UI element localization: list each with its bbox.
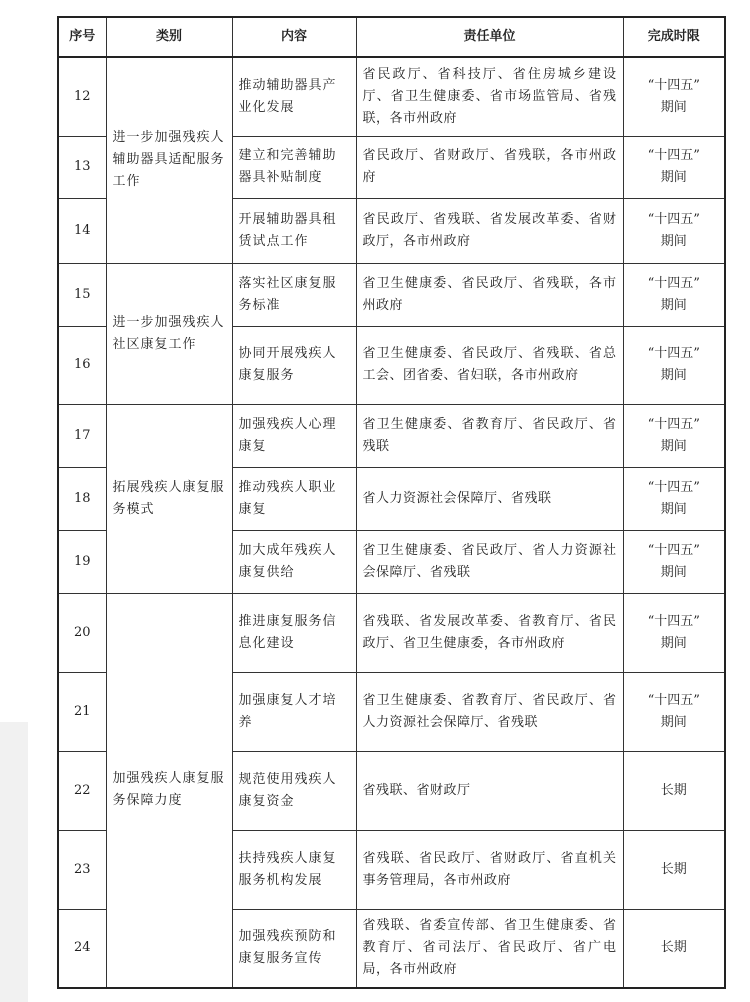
deadline-line-2: 期间 bbox=[660, 501, 687, 517]
deadline-cell bbox=[623, 467, 725, 530]
deadline-line-1: “十四五” bbox=[647, 416, 700, 432]
deadline-cell bbox=[623, 593, 725, 672]
deadline-line-2: 期间 bbox=[660, 368, 687, 383]
row-number: 23 bbox=[58, 830, 106, 909]
deadline-cell bbox=[623, 136, 725, 198]
content-cell: 规范使用残疾人康复资金 bbox=[232, 751, 356, 830]
row-number: 22 bbox=[58, 751, 106, 830]
table-row bbox=[58, 404, 725, 467]
deadline-cell bbox=[623, 326, 725, 404]
content-cell: 加强残疾预防和康复服务宣传 bbox=[232, 909, 356, 988]
deadline-line-1: “十四五” bbox=[647, 542, 700, 558]
deadline-line-1: “十四五” bbox=[647, 613, 700, 629]
unit-cell: 省卫生健康委、省民政厅、省残联，各市州政府 bbox=[356, 263, 623, 326]
deadline-line-2: 期间 bbox=[660, 99, 687, 115]
unit-cell: 省卫生健康委、省教育厅、省民政厅、省人力资源社会保障厅、省残联 bbox=[356, 672, 623, 751]
deadline-line-2: 期间 bbox=[660, 635, 687, 651]
row-number: 14 bbox=[58, 198, 106, 263]
deadline-line-2: 期间 bbox=[660, 564, 687, 580]
row-number: 24 bbox=[58, 909, 106, 988]
deadline-cell bbox=[623, 530, 725, 593]
deadline-cell bbox=[623, 751, 725, 830]
deadline-line-1: “十四五” bbox=[647, 148, 700, 163]
unit-cell: 省民政厅、省财政厅、省残联，各市州政府 bbox=[356, 136, 623, 198]
unit-cell: 省民政厅、省残联、省发展改革委、省财政厅，各市州政府 bbox=[356, 198, 623, 263]
row-number: 20 bbox=[58, 593, 106, 672]
unit-cell: 省卫生健康委、省民政厅、省残联、省总工会、团省委、省妇联，各市州政府 bbox=[356, 326, 623, 404]
row-number: 15 bbox=[58, 263, 106, 326]
deadline-line-1: 长期 bbox=[660, 861, 687, 877]
deadline-cell bbox=[623, 263, 725, 326]
header-unit: 责任单位 bbox=[356, 17, 623, 57]
deadline-line-1: “十四五” bbox=[647, 211, 700, 227]
deadline-line-2: 期间 bbox=[660, 714, 687, 730]
deadline-line-1: “十四五” bbox=[647, 479, 700, 495]
content-cell: 协同开展残疾人康复服务 bbox=[232, 326, 356, 404]
deadline-cell bbox=[623, 909, 725, 988]
content-cell: 推动残疾人职业康复 bbox=[232, 467, 356, 530]
deadline-cell bbox=[623, 830, 725, 909]
unit-cell: 省民政厅、省科技厅、省住房城乡建设厅、省卫生健康委、省市场监管局、省残联，各市州政府 bbox=[356, 57, 623, 136]
unit-cell: 省残联、省发展改革委、省教育厅、省民政厅、省卫生健康委，各市州政府 bbox=[356, 593, 623, 672]
category-cell: 拓展残疾人康复服务模式 bbox=[106, 404, 232, 593]
header-row bbox=[58, 17, 725, 57]
unit-cell: 省残联、省委宣传部、省卫生健康委、省教育厅、省司法厅、省民政厅、省广电局，各市州政府 bbox=[356, 909, 623, 988]
header-content: 内容 bbox=[232, 17, 356, 57]
deadline-cell bbox=[623, 672, 725, 751]
content-cell: 加强康复人才培养 bbox=[232, 672, 356, 751]
category-cell: 进一步加强残疾人社区康复工作 bbox=[106, 263, 232, 404]
deadline-cell bbox=[623, 57, 725, 136]
content-cell: 推进康复服务信息化建设 bbox=[232, 593, 356, 672]
row-number: 13 bbox=[58, 136, 106, 198]
unit-cell: 省卫生健康委、省教育厅、省民政厅、省残联 bbox=[356, 404, 623, 467]
deadline-line-1: “十四五” bbox=[647, 346, 700, 361]
row-number: 19 bbox=[58, 530, 106, 593]
content-cell: 加强残疾人心理康复 bbox=[232, 404, 356, 467]
header-category: 类别 bbox=[106, 17, 232, 57]
deadline-line-1: 长期 bbox=[660, 940, 687, 956]
content-cell: 建立和完善辅助器具补贴制度 bbox=[232, 136, 356, 198]
content-cell: 推动辅助器具产业化发展 bbox=[232, 57, 356, 136]
deadline-line-1: 长期 bbox=[660, 782, 687, 798]
row-number: 16 bbox=[58, 326, 106, 404]
unit-cell: 省残联、省民政厅、省财政厅、省直机关事务管理局，各市州政府 bbox=[356, 830, 623, 909]
content-cell: 扶持残疾人康复服务机构发展 bbox=[232, 830, 356, 909]
content-cell: 开展辅助器具租赁试点工作 bbox=[232, 198, 356, 263]
deadline-line-1: “十四五” bbox=[647, 275, 700, 291]
header-deadline: 完成时限 bbox=[623, 17, 725, 57]
deadline-line-1: “十四五” bbox=[647, 692, 700, 708]
page-edge-shadow bbox=[0, 722, 28, 1002]
header-no: 序号 bbox=[58, 17, 106, 57]
content-cell: 落实社区康复服务标准 bbox=[232, 263, 356, 326]
deadline-line-2: 期间 bbox=[660, 233, 687, 249]
deadline-cell bbox=[623, 404, 725, 467]
table-row bbox=[58, 593, 725, 672]
deadline-line-1: “十四五” bbox=[647, 77, 700, 93]
deadline-cell bbox=[623, 198, 725, 263]
row-number: 18 bbox=[58, 467, 106, 530]
content-cell: 加大成年残疾人康复供给 bbox=[232, 530, 356, 593]
table-row bbox=[58, 263, 725, 326]
table-row bbox=[58, 57, 725, 136]
deadline-line-2: 期间 bbox=[660, 297, 687, 313]
category-cell: 加强残疾人康复服务保障力度 bbox=[106, 593, 232, 988]
unit-cell: 省残联、省财政厅 bbox=[356, 751, 623, 830]
row-number: 17 bbox=[58, 404, 106, 467]
category-cell: 进一步加强残疾人辅助器具适配服务工作 bbox=[106, 57, 232, 263]
row-number: 12 bbox=[58, 57, 106, 136]
deadline-line-2: 期间 bbox=[660, 170, 687, 185]
unit-cell: 省卫生健康委、省民政厅、省人力资源社会保障厅、省残联 bbox=[356, 530, 623, 593]
task-table bbox=[57, 16, 726, 989]
unit-cell: 省人力资源社会保障厅、省残联 bbox=[356, 467, 623, 530]
deadline-line-2: 期间 bbox=[660, 438, 687, 454]
row-number: 21 bbox=[58, 672, 106, 751]
